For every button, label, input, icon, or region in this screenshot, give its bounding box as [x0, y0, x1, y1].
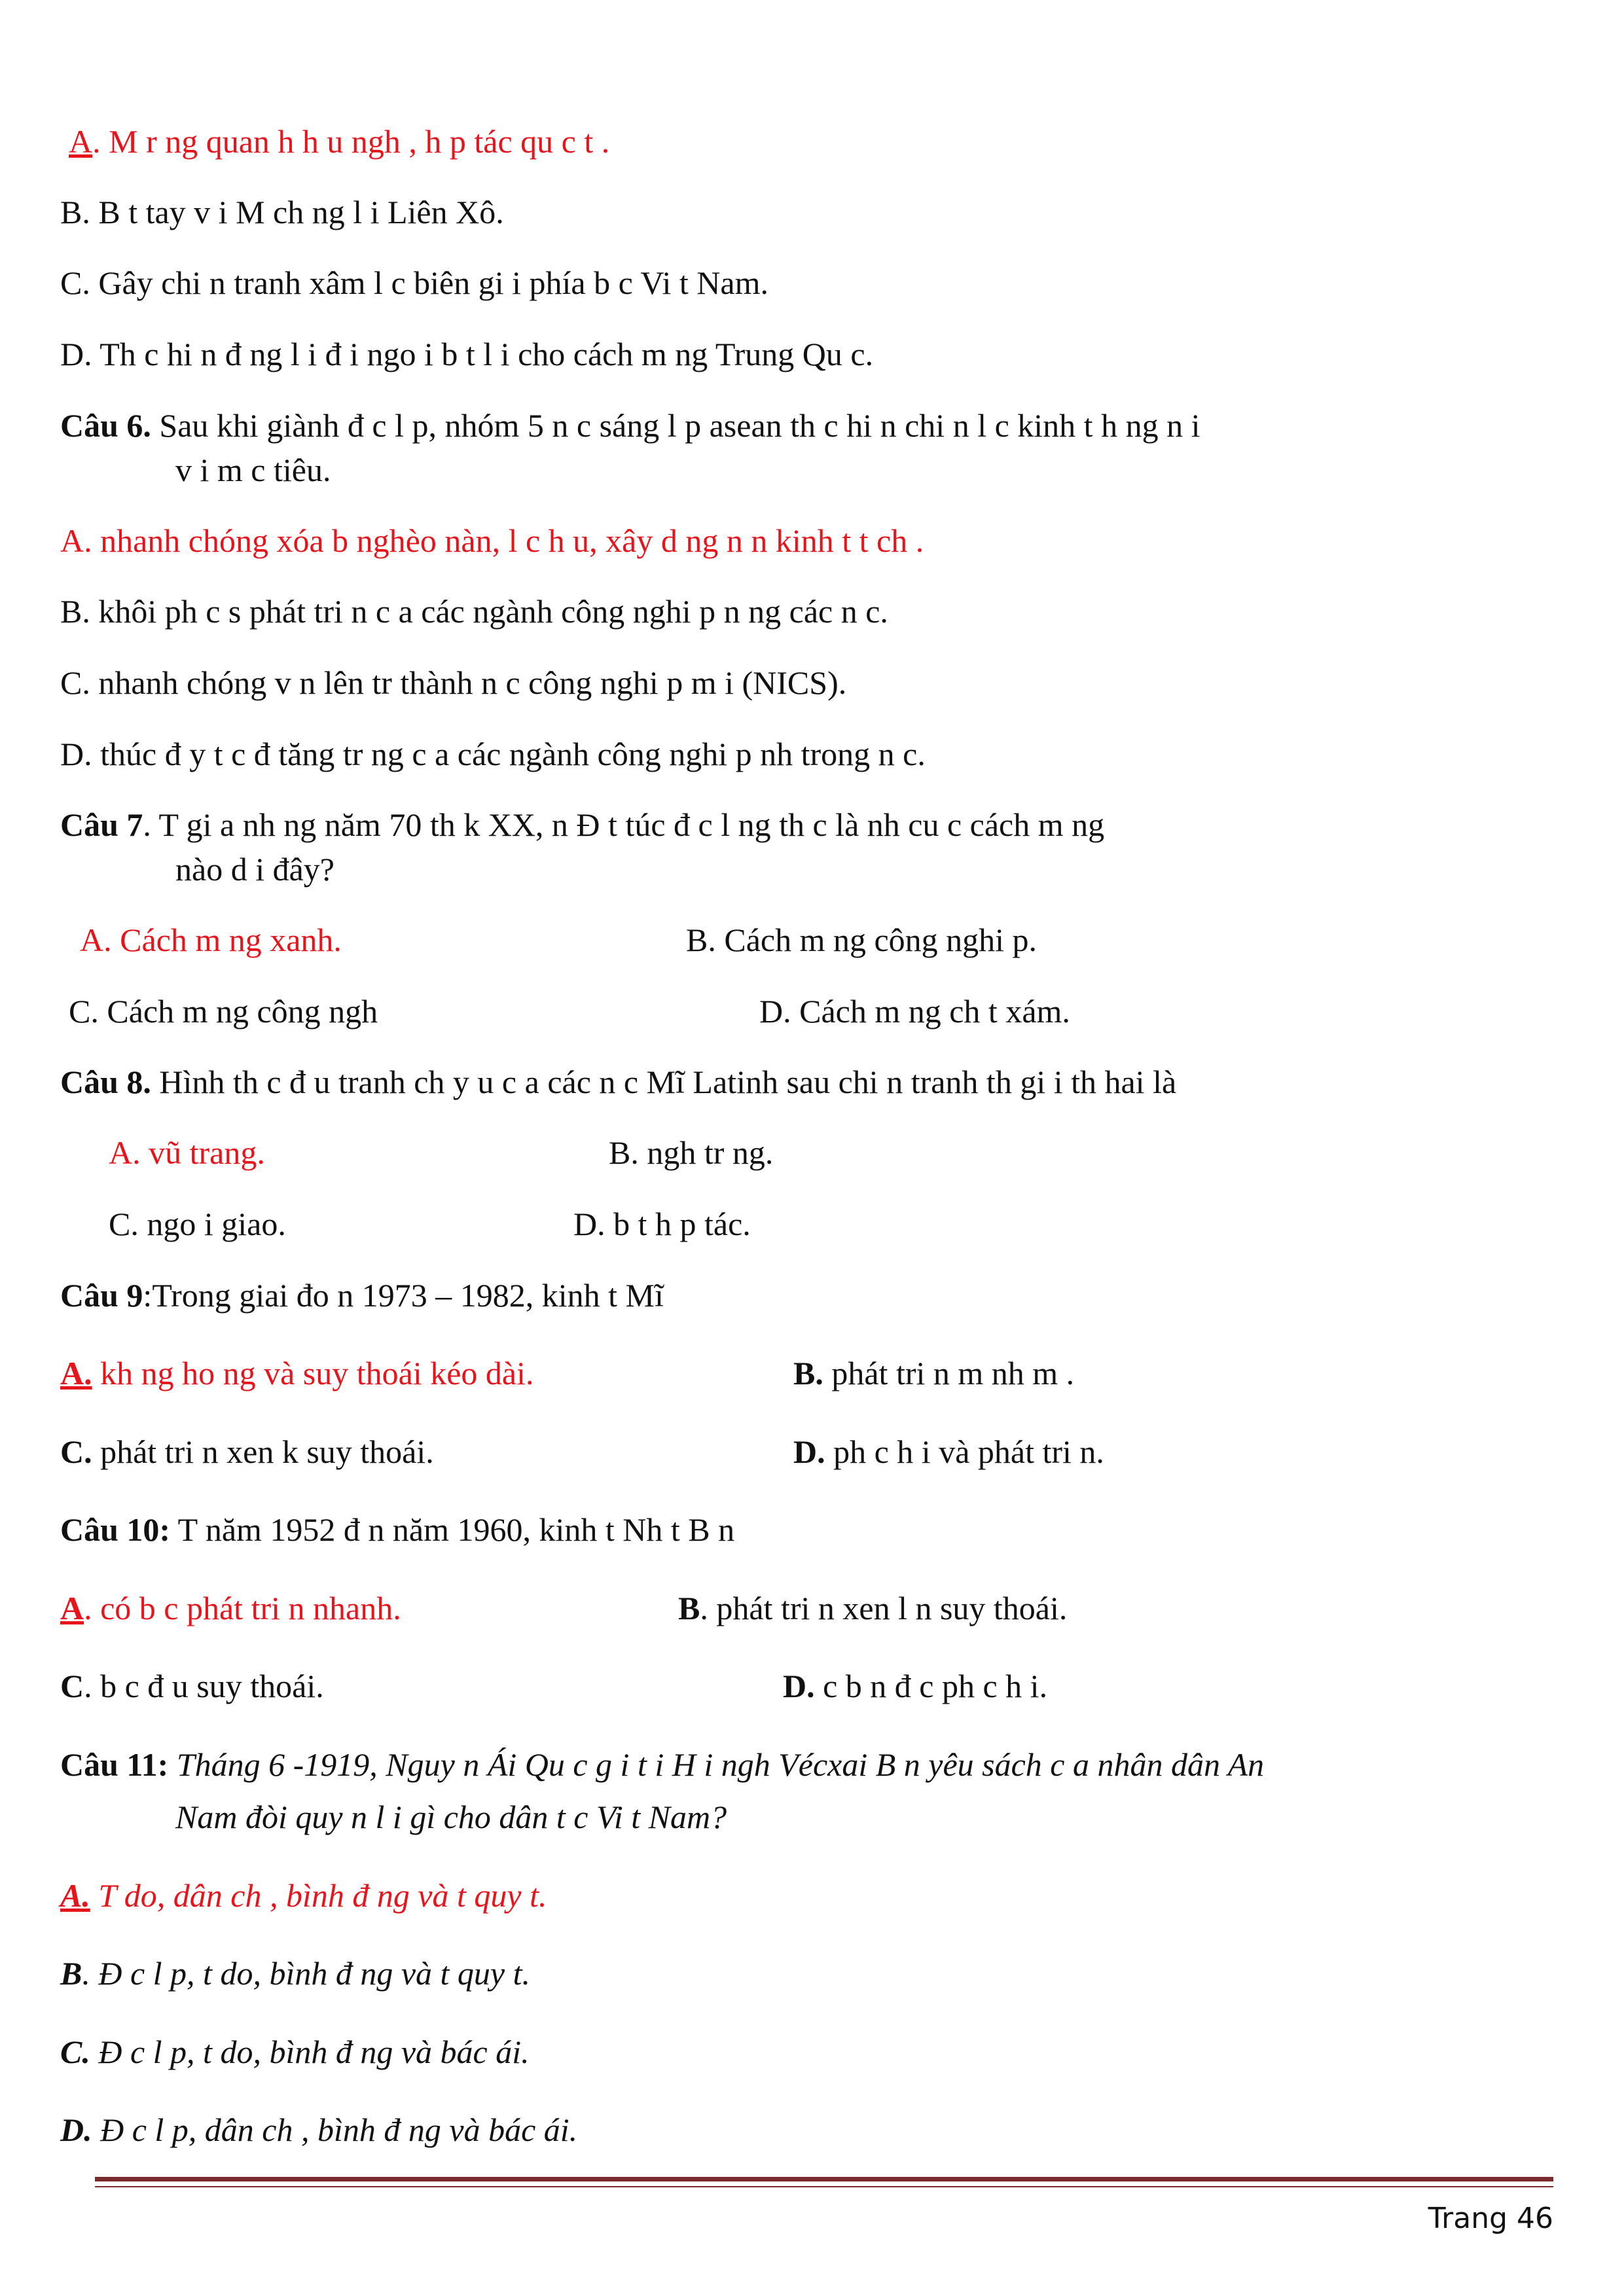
- option-text: phát tri n xen k suy thoái.: [92, 1433, 434, 1470]
- q6-option-c: C. nhanh chóng v n lên tr thành n c công nghi p m i (NICS).: [60, 664, 847, 701]
- option-text: . b c đ u suy thoái.: [84, 1668, 324, 1704]
- q8-option-c: C. ngo i giao.: [109, 1206, 286, 1242]
- option-text: . có b c phát tri n nhanh.: [84, 1590, 401, 1626]
- question-text: T năm 1952 đ n năm 1960, kinh t Nh t B n: [170, 1511, 735, 1548]
- option-letter: C: [60, 1668, 84, 1704]
- q6-option-b: B. khôi ph c s phát tri n c a các ngành công nghi p n ng các n c.: [60, 593, 888, 630]
- question-text: Sau khi giành đ c l p, nhóm 5 n c sáng l p asean th c hi n chi n l c kinh t h ng n i: [151, 407, 1200, 444]
- q7-option-a: A. Cách m ng xanh.: [80, 922, 342, 958]
- question-7: [60, 805, 1104, 844]
- q9-option-d: [793, 1432, 1104, 1471]
- q10-option-a: [60, 1588, 401, 1628]
- option-letter: B.: [793, 1355, 823, 1391]
- option-text: Đ c l p, dân ch , bình đ ng và bác ái.: [92, 2111, 578, 2148]
- option-text: Đ c l p, t do, bình đ ng và bác ái.: [90, 2034, 530, 2070]
- question-label: Câu 10:: [60, 1511, 171, 1548]
- q7-option-b: B. Cách m ng công nghi p.: [686, 922, 1038, 958]
- q8-option-d: D. b t h p tác.: [573, 1206, 751, 1242]
- question-label: Câu 6.: [60, 407, 151, 444]
- q9-option-c: [60, 1432, 434, 1471]
- question-label: Câu 7: [60, 806, 143, 843]
- footer-rule-thin: [95, 2186, 1553, 2187]
- option-text: c b n đ c ph c h i.: [814, 1668, 1048, 1704]
- q9-option-a: [60, 1354, 534, 1393]
- q11-option-d: [60, 2110, 577, 2149]
- q11-option-c: [60, 2032, 530, 2072]
- q8-option-a: A. vũ trang.: [109, 1134, 265, 1171]
- option-text: ph c h i và phát tri n.: [825, 1433, 1104, 1470]
- question-label: Câu 11:: [60, 1746, 169, 1783]
- option-text: kh ng ho ng và suy thoái kéo dài.: [92, 1355, 534, 1391]
- page-number: Trang 46: [1428, 2202, 1553, 2235]
- question-11: [60, 1745, 1264, 1784]
- q10-option-d: [783, 1666, 1047, 1706]
- question-text: Tháng 6 -1919, Nguy n Ái Qu c g i t i H i ngh Vécxai B n yêu sách c a nhân dân An: [168, 1746, 1265, 1783]
- prev-option-a: [69, 122, 609, 161]
- question-10: [60, 1510, 734, 1549]
- option-letter: A: [69, 123, 93, 160]
- q7-option-c: C. Cách m ng công ngh: [69, 993, 378, 1030]
- q6-option-d: D. thúc đ y t c đ tăng tr ng c a các ngành công nghi p nh trong n c.: [60, 736, 926, 772]
- prev-option-c: C. Gây chi n tranh xâm l c biên gi i phía b c Vi t Nam.: [60, 264, 768, 301]
- footer-rule-thick: [95, 2177, 1553, 2181]
- q9-option-b: [793, 1354, 1074, 1393]
- q7-option-d: D. Cách m ng ch t xám.: [759, 993, 1070, 1030]
- question-8: [60, 1062, 1176, 1102]
- prev-option-d: D. Th c hi n đ ng l i đ i ngo i b t l i cho cách m ng Trung Qu c.: [60, 336, 874, 372]
- q11-option-a: [60, 1876, 547, 1915]
- option-text: . M r ng quan h h u ngh , h p tác qu c t .: [92, 123, 610, 160]
- q10-option-c: [60, 1666, 324, 1706]
- question-text: Hình th c đ u tranh ch y u c a các n c Mĩ Latinh sau chi n tranh th gi i th hai là: [151, 1064, 1177, 1100]
- question-label: Câu 8.: [60, 1064, 151, 1100]
- option-letter: C.: [60, 1433, 92, 1470]
- option-letter: B: [678, 1590, 700, 1626]
- option-letter: A.: [60, 1877, 90, 1914]
- question-9: [60, 1276, 664, 1315]
- question-6-continuation: v i m c tiêu.: [175, 452, 331, 488]
- option-text: T do, dân ch , bình đ ng và t quy t.: [90, 1877, 547, 1914]
- option-text: phát tri n m nh m .: [823, 1355, 1075, 1391]
- question-11-continuation: Nam đòi quy n l i gì cho dân t c Vi t Nam?: [175, 1799, 727, 1835]
- option-letter: D.: [793, 1433, 825, 1470]
- option-letter: B: [60, 1955, 82, 1992]
- option-letter: D.: [60, 2111, 92, 2148]
- q8-option-b: B. ngh tr ng.: [609, 1134, 774, 1171]
- q11-option-b: [60, 1954, 530, 1993]
- question-6: [60, 406, 1200, 445]
- option-letter: C.: [60, 2034, 90, 2070]
- option-letter: A.: [60, 1355, 92, 1391]
- question-label: Câu 9: [60, 1277, 143, 1314]
- option-letter: A: [60, 1590, 84, 1626]
- option-text: . phát tri n xen l n suy thoái.: [700, 1590, 1068, 1626]
- option-text: . Đ c l p, t do, bình đ ng và t quy t.: [82, 1955, 531, 1992]
- q6-option-a: A. nhanh chóng xóa b nghèo nàn, l c h u, xây d ng n n kinh t t ch .: [60, 522, 924, 559]
- q10-option-b: [678, 1588, 1067, 1628]
- question-text: :Trong giai đo n 1973 – 1982, kinh t Mĩ: [143, 1277, 664, 1314]
- option-letter: D.: [783, 1668, 815, 1704]
- prev-option-b: B. B t tay v i M ch ng l i Liên Xô.: [60, 194, 504, 230]
- question-7-continuation: nào d i đây?: [175, 851, 334, 888]
- question-text: . T gi a nh ng năm 70 th k XX, n Đ t túc đ c l ng th c là nh cu c cách m ng: [143, 806, 1105, 843]
